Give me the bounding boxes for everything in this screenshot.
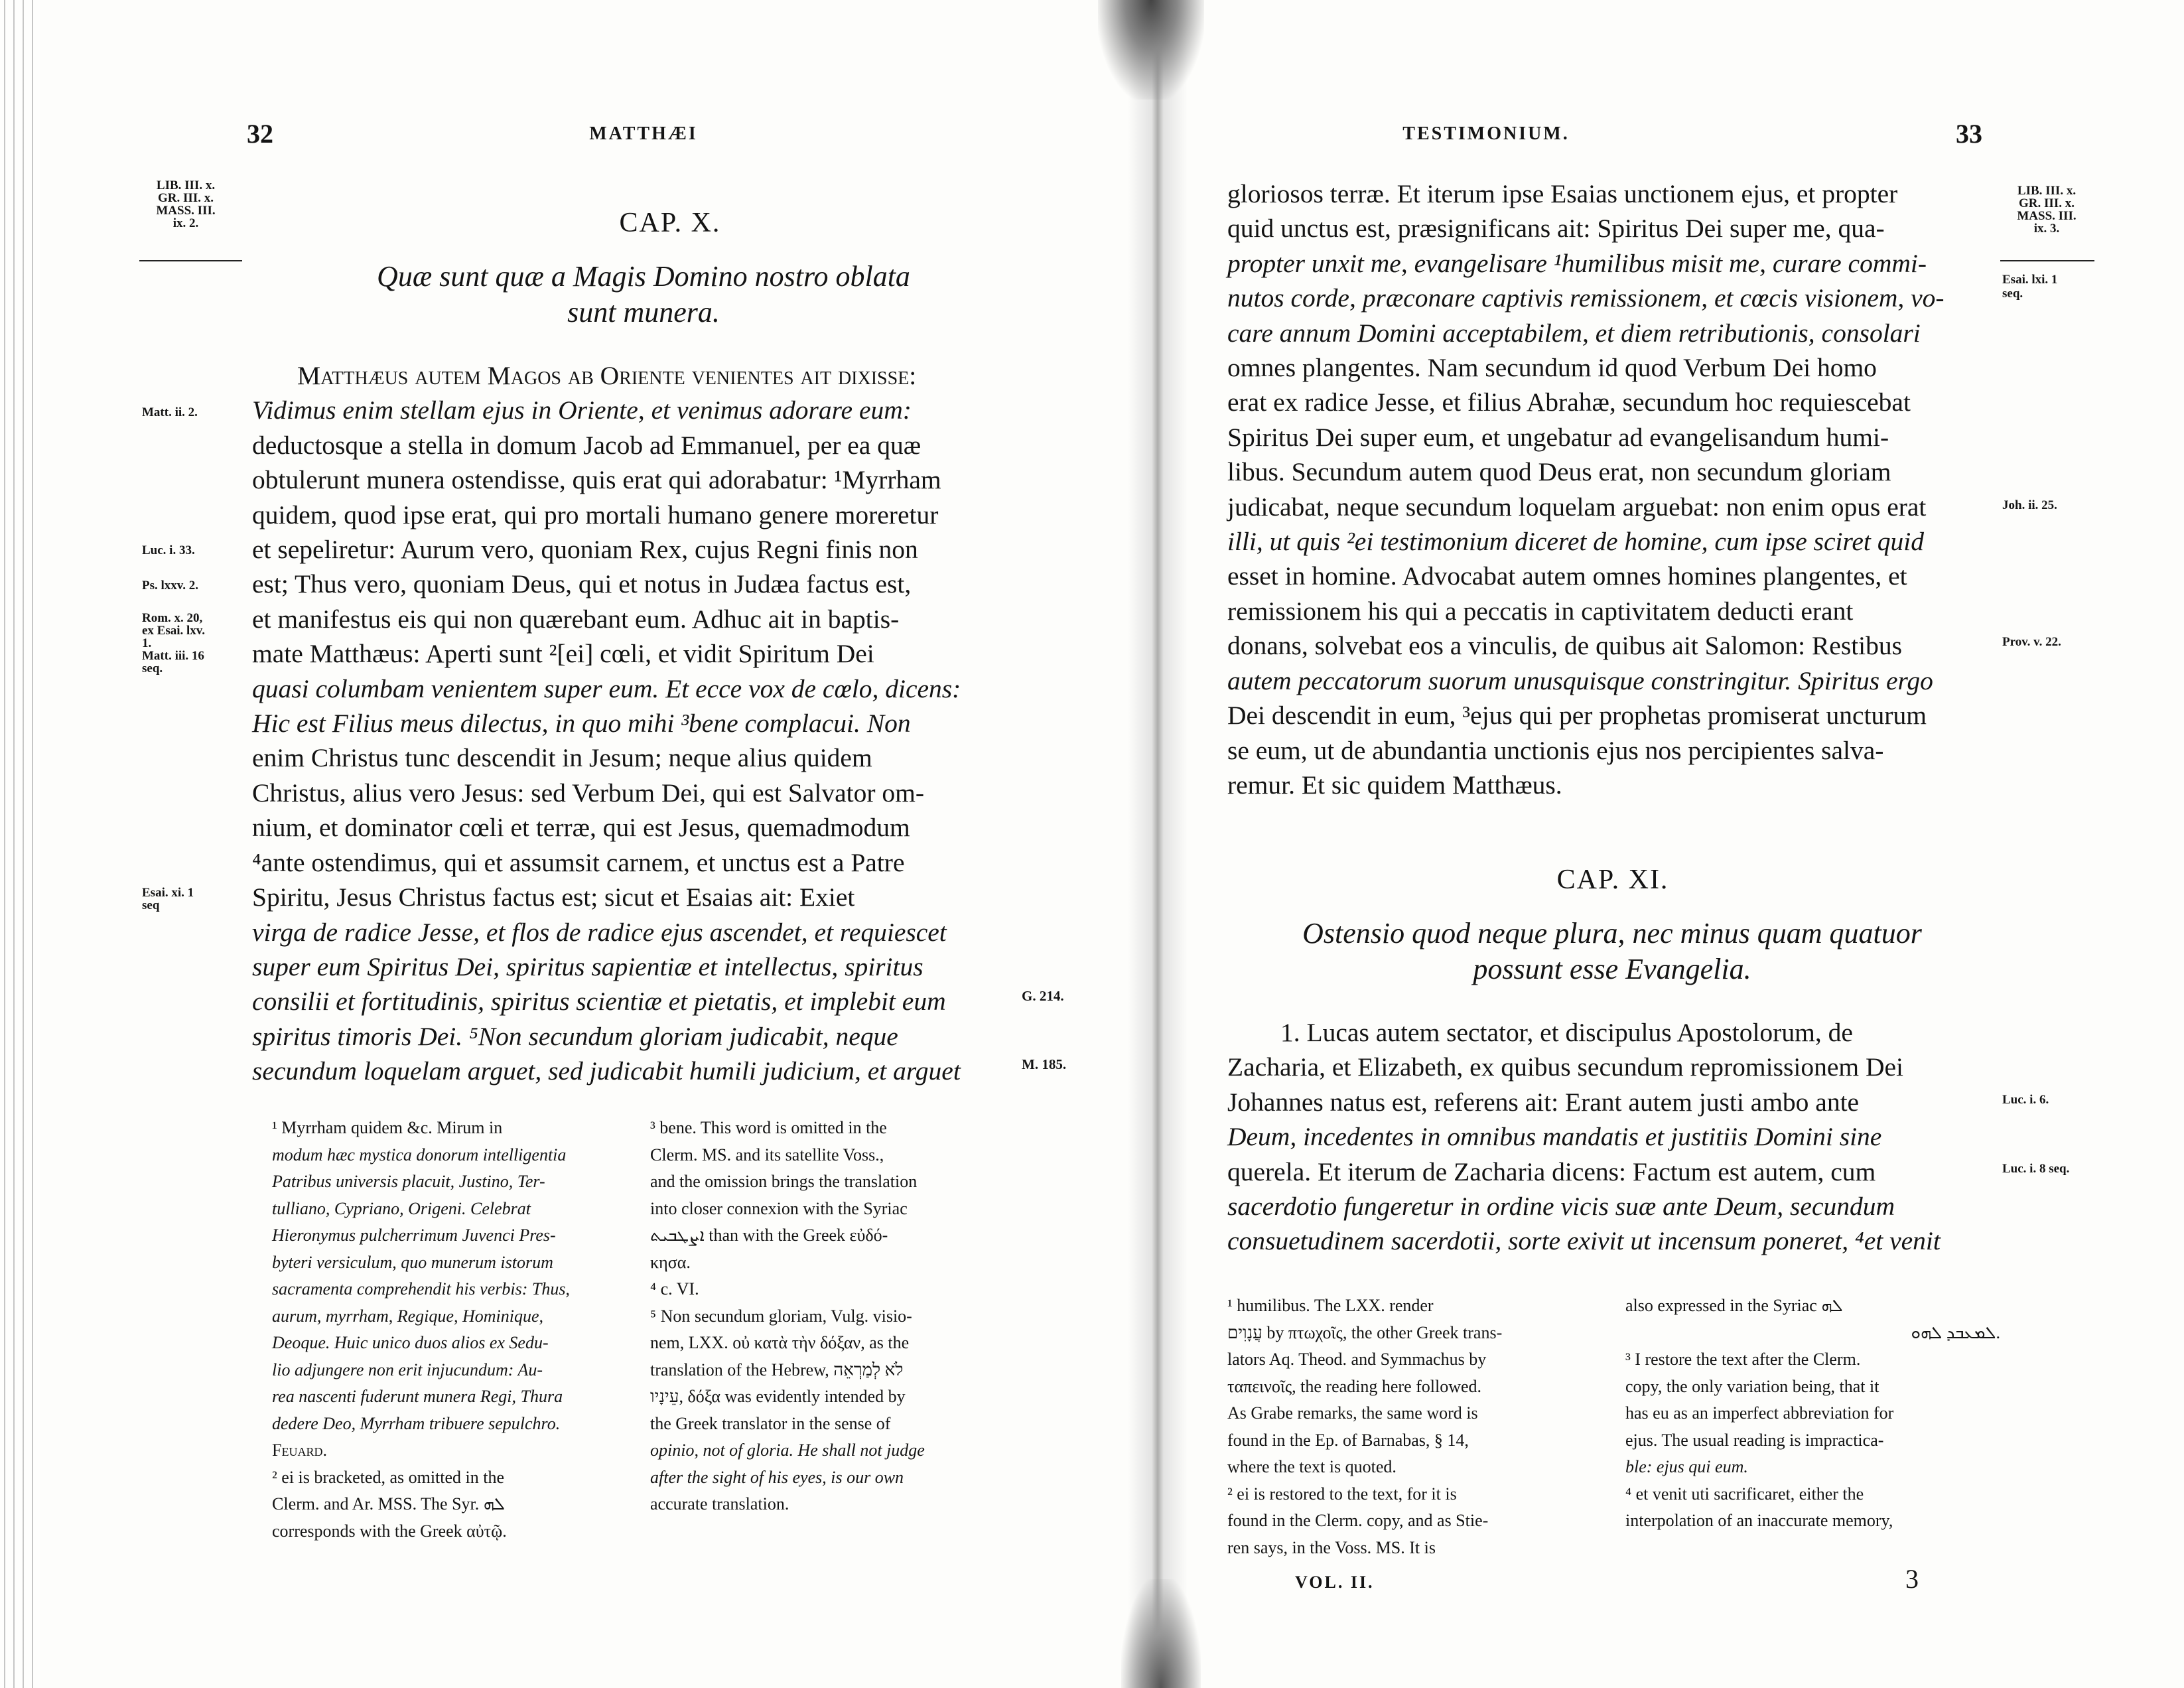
footnote-line: ¹ Myrrham quidem &c. Mirum in [272, 1118, 503, 1137]
footnote-line: עֵינָיו, δόξα was evidently intended by [650, 1387, 906, 1406]
left-line: Hic est Filius meus dilectus, in quo mihi ³bene complacui. Non [252, 709, 911, 738]
right-margin-seq: seq. [2002, 287, 2023, 301]
right-page [1221, 0, 2083, 1688]
footnote-line: lators Aq. Theod. and Symmachus by [1227, 1350, 1487, 1369]
right-running-head [1221, 118, 2083, 151]
footnote-line: ⁴ c. VI. [650, 1279, 699, 1299]
footnote-line: found in the Clerm. copy, and as Stie- [1227, 1511, 1489, 1530]
footnote-line: ren says, in the Voss. MS. It is [1227, 1537, 1436, 1557]
footnote-line: corresponds with the Greek αὐτῷ. [272, 1521, 507, 1541]
footnote-line: where the text is quoted. [1227, 1457, 1397, 1476]
left-chapter-heading: CAP. X. [619, 208, 721, 238]
footnote-line: the Greek translator in the sense of [650, 1413, 891, 1433]
footnote-line: ejus. The usual reading is impractica- [1625, 1430, 1884, 1450]
right-line: nutos corde, præconare captivis remissionem, et cœcis visionem, vo- [1227, 283, 1945, 313]
left-margin-lib: LIB. III. x. [156, 178, 216, 192]
right-line: Zacharia, et Elizabeth, ex quibus secundum repromissionem Dei [1227, 1052, 1903, 1082]
footnote-line: lio adjungere non erit injucundum: Au- [272, 1360, 543, 1379]
right-margin-ix: ix. 3. [2033, 222, 2060, 236]
right-footnotes-col1 [1227, 1293, 1592, 1561]
signature-mark: VOL. II. [1295, 1573, 1375, 1592]
footnote-line: byteri versiculum, quo munerum istorum [272, 1252, 553, 1272]
right-line: quid unctus est, præsignificans ait: Spiritus Dei super me, qua- [1227, 214, 1885, 244]
footnote-line: and the omission brings the translation [650, 1172, 918, 1191]
left-line: ⁴ante ostendimus, qui et assumsit carnem, et unctus est a Patre [252, 847, 905, 877]
right-line: omnes plangentes. Nam secundum id quod Verbum Dei homo [1227, 353, 1877, 383]
right-margin-esai: Esai. lxi. 1 [2002, 273, 2058, 287]
left-margin-exesai: ex Esai. lxv. [142, 624, 206, 638]
left-line: mate Matthæus: Aperti sunt ²[ei] cœli, et vidit Spiritum Dei [252, 639, 874, 669]
left-margin-mass: MASS. III. [156, 204, 216, 218]
footnote-line: Clerm. MS. and its satellite Voss., [650, 1145, 884, 1164]
right-line: autem peccatorum suorum unusquisque constringitur. Spiritus ergo [1227, 666, 1933, 695]
footnote-line: Deoque. Huic unico duos alios ex Sedu- [272, 1333, 549, 1352]
right-running-title: TESTIMONIUM. [1402, 123, 1570, 144]
left-line: obtulerunt munera ostendisse, quis erat qui adorabatur: ¹Myrrham [252, 465, 941, 495]
gathering-number: 3 [1905, 1564, 1919, 1594]
left-running-head [133, 118, 1088, 151]
footnote-line: tulliano, Cypriano, Origeni. Celebrat [272, 1198, 531, 1218]
left-margin-rom: Rom. x. 20, [142, 611, 203, 625]
footnote-line: into closer connexion with the Syriac [650, 1198, 908, 1218]
right-line: judicabat, neque secundum loquelam arguebat: non enim opus erat [1227, 492, 1927, 522]
right-margin-mass: MASS. III. [2017, 209, 2077, 223]
footnote-line: Hieronymus pulcherrimum Juvenci Pres- [272, 1226, 556, 1245]
right-line: illi, ut quis ²ei testimonium diceret de homine, cum ipse sciret quid [1227, 527, 1925, 557]
right-line: se eum, ut de abundantia unctionis ejus nos percipientes salva- [1227, 735, 1884, 765]
left-line: Vidimus enim stellam ejus in Oriente, et venimus adorare eum: [252, 395, 912, 425]
left-margin-seq: seq. [142, 662, 163, 675]
left-body-text [252, 358, 1015, 1089]
left-page [133, 0, 1088, 1688]
right-chapter-subtitle: Ostensio quod neque plura, nec minus quam quatuor possunt esse Evangelia. [1302, 917, 1922, 985]
right-line: Deum, incedentes in omnibus mandatis et justitiis Domini sine [1227, 1122, 1882, 1152]
right-margin-gr: GR. III. x. [2019, 196, 2075, 210]
left-margin-seq2: seq [142, 898, 160, 912]
footnote-line: has eu as an imperfect abbreviation for [1625, 1403, 1894, 1423]
footnote-line: ταπεινοῖς, the reading here followed. [1227, 1376, 1482, 1396]
right-line: remissionem his qui a peccatis in captivitatem deducti erant [1227, 596, 1854, 626]
footnote-line: ² ei is bracketed, as omitted in the [272, 1467, 505, 1487]
footnote-line: sacramenta comprehendit his verbis: Thus, [272, 1279, 570, 1299]
right-margin-luc1: Luc. i. 6. [2002, 1093, 2049, 1107]
footnote-line: after the sight of his eyes, is our own [650, 1467, 904, 1487]
footnote-line: Clerm. and Ar. MSS. The Syr. ܠܗ [272, 1494, 506, 1513]
right-margin-rule [2000, 260, 2094, 261]
left-line: Matthæus autem Magos ab Oriente venientes ait dixisse: [297, 361, 917, 390]
right-chapter-heading: CAP. XI. [1556, 865, 1669, 895]
footnote-line: ² ei is restored to the text, for it is [1227, 1484, 1457, 1504]
footnote-line: Patribus universis placuit, Justino, Ter- [272, 1172, 545, 1191]
left-line: quasi columbam venientem super eum. Et ecce vox de cœlo, dicens: [252, 673, 961, 703]
right-line: donans, solvebat eos a vinculis, de quibus ait Salomon: Restibus [1227, 631, 1903, 661]
right-line: care annum Domini acceptabilem, et diem retributionis, consolari [1227, 318, 1921, 348]
footnote-line: ³ bene. This word is omitted in the [650, 1118, 887, 1137]
left-margin-luc: Luc. i. 33. [142, 543, 195, 557]
right-body-text-bottom [1227, 1015, 1998, 1259]
right-page-number: 33 [1956, 119, 1982, 149]
right-line: 1. Lucas autem sectator, et discipulus Apostolorum, de [1280, 1018, 1853, 1047]
footnote-line: ³ I restore the text after the Clerm. [1625, 1350, 1861, 1369]
right-line: esset in homine. Advocabat autem omnes homines plangentes, et [1227, 561, 1907, 591]
footnote-line: ܠܡܥܒܕ ܠܗܘ. [1911, 1322, 2000, 1342]
right-footnotes-col2 [1625, 1293, 2000, 1535]
right-line: Dei descendit in eum, ³ejus qui per prophetas promiserat uncturum [1227, 701, 1927, 731]
left-margin-esai: Esai. xi. 1 [142, 886, 194, 900]
footnote-line: found in the Ep. of Barnabas, § 14, [1227, 1430, 1469, 1450]
footnote-line: ¹ humilibus. The LXX. render [1227, 1296, 1434, 1315]
footnote-line: ⁵ Non secundum gloriam, Vulg. visio- [650, 1306, 912, 1326]
right-line: sacerdotio fungeretur in ordine vicis suæ ante Deum, secundum [1227, 1192, 1895, 1222]
gutter-bottom-shadow [1121, 1579, 1201, 1688]
left-page-number: 32 [247, 119, 273, 149]
right-margin-prov: Prov. v. 22. [2002, 635, 2061, 649]
right-line: Spiritus Dei super eum, et ungebatur ad evangelisandum humi- [1227, 422, 1889, 452]
left-line: virga de radice Jesse, et flos de radice ejus ascendet, et requiescet [252, 917, 947, 947]
left-line: et manifestus eis qui non quærebant eum. Adhuc ait in baptis- [252, 604, 900, 634]
left-running-title: MATTHÆI [589, 123, 698, 144]
left-line: Spiritu, Jesus Christus factus est; sicut et Esaias ait: Exiet [252, 882, 855, 912]
footnote-line: modum hæc mystica donorum intelligentia [272, 1145, 567, 1164]
right-line: querela. Et iterum de Zacharia dicens: Factum est autem, cum [1227, 1157, 1876, 1186]
left-margin-one: 1. [142, 636, 152, 650]
left-margin-g214: G. 214. [1022, 988, 1064, 1004]
left-margin-m185: M. 185. [1022, 1056, 1067, 1072]
left-footnotes-col2 [650, 1115, 1018, 1518]
left-margin-ix: ix. 2. [172, 216, 199, 230]
footnote-line: translation of the Hebrew, לֹא לְמַרְאֵה [650, 1360, 904, 1379]
footnote-line: opinio, not of gloria. He shall not judge [650, 1441, 925, 1460]
footnote-line: rea nascenti fuderunt munera Regi, Thura [272, 1387, 563, 1406]
footnote-line: ⁴ et venit uti sacrificaret, either the [1625, 1484, 1864, 1504]
left-margin-matt: Matt. ii. 2. [142, 405, 198, 419]
footnote-line: copy, the only variation being, that it [1625, 1376, 1879, 1396]
left-line: deductosque a stella in domum Jacob ad Emmanuel, per ea quæ [252, 430, 921, 460]
left-line: nium, et dominator cœli et terræ, qui est Jesus, quemadmodum [252, 813, 910, 843]
right-line: Johannes natus est, referens ait: Erant autem justi ambo ante [1227, 1087, 1860, 1117]
footnote-line: accurate translation. [650, 1494, 789, 1513]
center-gutter-shadow [1128, 0, 1188, 1688]
footnote-line: interpolation of an inaccurate memory, [1625, 1511, 1893, 1530]
right-line: remur. Et sic quidem Matthæus. [1227, 770, 1562, 800]
left-line: est; Thus vero, quoniam Deus, qui et notus in Judæa factus est, [252, 569, 912, 599]
right-line: libus. Secundum autem quod Deus erat, non secundum gloriam [1227, 457, 1891, 487]
footnote-line: dedere Deo, Myrrham tribuere sepulchro. [272, 1413, 561, 1433]
right-body-text-top [1227, 176, 1998, 802]
left-margin-matt3: Matt. iii. 16 [142, 649, 204, 663]
footnote-line: aurum, myrrham, Regique, Hominique, [272, 1306, 543, 1326]
footnote-line: also expressed in the Syriac ܠܗ [1625, 1296, 1843, 1315]
left-margin-rule [139, 260, 242, 261]
gutter-top-shadow [1098, 0, 1204, 100]
left-line: consilii et fortitudinis, spiritus scientiæ et pietatis, et implebit eum [252, 987, 946, 1017]
left-line: enim Christus tunc descendit in Jesum; neque alius quidem [252, 743, 872, 773]
left-binding-edge [0, 0, 40, 1688]
left-line: Christus, alius vero Jesus: sed Verbum Dei, qui est Salvator om- [252, 778, 924, 808]
footnote-line: ble: ejus qui eum. [1625, 1457, 1748, 1476]
footnote-line: ܐܨܛܒܝܬ than with the Greek εὐδό- [650, 1226, 888, 1245]
footnote-line: עֲנָוִים by πτωχοῖς, the other Greek trans- [1227, 1322, 1503, 1342]
footnote-line: nem, LXX. οὐ κατὰ τὴν δόξαν, as the [650, 1333, 910, 1352]
left-line: et sepeliretur: Aurum vero, quoniam Rex, cujus Regni finis non [252, 535, 918, 565]
left-chapter-subtitle: Quæ sunt quæ a Magis Domino nostro oblata sunt munera. [377, 260, 910, 328]
right-line: consuetudinem sacerdotii, sorte exivit ut incensum poneret, ⁴et venit [1227, 1226, 1941, 1256]
footnote-line: As Grabe remarks, the same word is [1227, 1403, 1478, 1423]
left-line: secundum loquelam arguet, sed judicabit humili judicium, et arguet [252, 1056, 961, 1086]
footnote-line: κησα. [650, 1252, 691, 1272]
left-footnotes-col1 [272, 1115, 624, 1545]
right-margin-lib: LIB. III. x. [2017, 184, 2077, 198]
right-line: gloriosos terræ. Et iterum ipse Esaias unctionem ejus, et propter [1227, 179, 1898, 208]
left-margin-gr: GR. III. x. [158, 191, 214, 205]
right-margin-luc2: Luc. i. 8 seq. [2002, 1162, 2070, 1176]
right-line: erat ex radice Jesse, et filius Abrahæ, secundum hoc requiescebat [1227, 387, 1911, 417]
left-line: quidem, quod ipse erat, qui pro mortali humano genere moreretur [252, 500, 939, 529]
right-margin-joh: Joh. ii. 25. [2002, 498, 2057, 512]
left-line: spiritus timoris Dei. ⁵Non secundum gloriam judicabit, neque [252, 1021, 898, 1051]
left-line: super eum Spiritus Dei, spiritus sapientiæ et intellectus, spiritus [252, 951, 923, 981]
footnote-line: Feuard. [272, 1441, 327, 1460]
left-margin-ps: Ps. lxxv. 2. [142, 579, 198, 593]
right-line: propter unxit me, evangelisare ¹humilibus misit me, curare commi- [1227, 248, 1927, 278]
